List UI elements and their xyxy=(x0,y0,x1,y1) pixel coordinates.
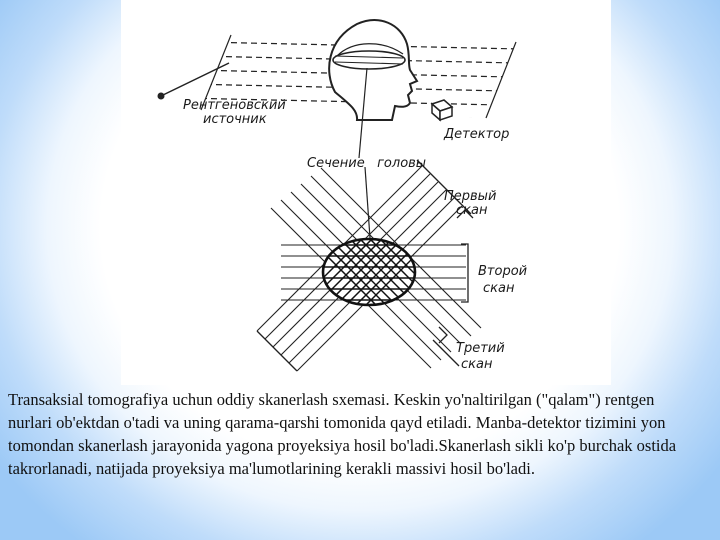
scan-brackets xyxy=(439,210,473,343)
first-scan-label-line1: Первый xyxy=(444,189,497,204)
first-scan-label-line2: скан xyxy=(456,203,488,218)
detector-icon xyxy=(432,100,452,120)
third-scan-label-line2: скан xyxy=(461,357,493,372)
third-scan-label-line1: Третий xyxy=(456,341,505,356)
source-label-line1: Рентгеновский xyxy=(183,98,286,113)
detector-label: Детектор xyxy=(444,127,510,142)
head-section-label: Сечение головы xyxy=(307,156,427,171)
xray-source-icon xyxy=(158,63,230,100)
source-label-line2: источник xyxy=(203,112,267,127)
second-scan-label-line1: Второй xyxy=(478,264,528,279)
tomography-figure xyxy=(121,0,611,385)
second-scan-label-line2: скан xyxy=(483,281,515,296)
head-icon xyxy=(329,20,417,120)
scanning-diagram xyxy=(121,0,611,385)
cross-section xyxy=(261,200,481,340)
caption-text: Transaksial tomografiya uchun oddiy skanerlash sxemasi. Keskin yo'naltirilgan ("qalam") rentgen nurlari ob'ektdan o'tadi va uning qarama-qarshi tomonida qayd etiladi. Manba-detektor tizimini yon tomondan skanerlash jarayonida yagona proyeksiya hosil bo'ladi.Skanerlash sikli ko'p burchak ostida takrorlanadi, natijada proyeksiya ma'lumotlarining kerakli massivi hosil bo'ladi. xyxy=(8,390,677,478)
